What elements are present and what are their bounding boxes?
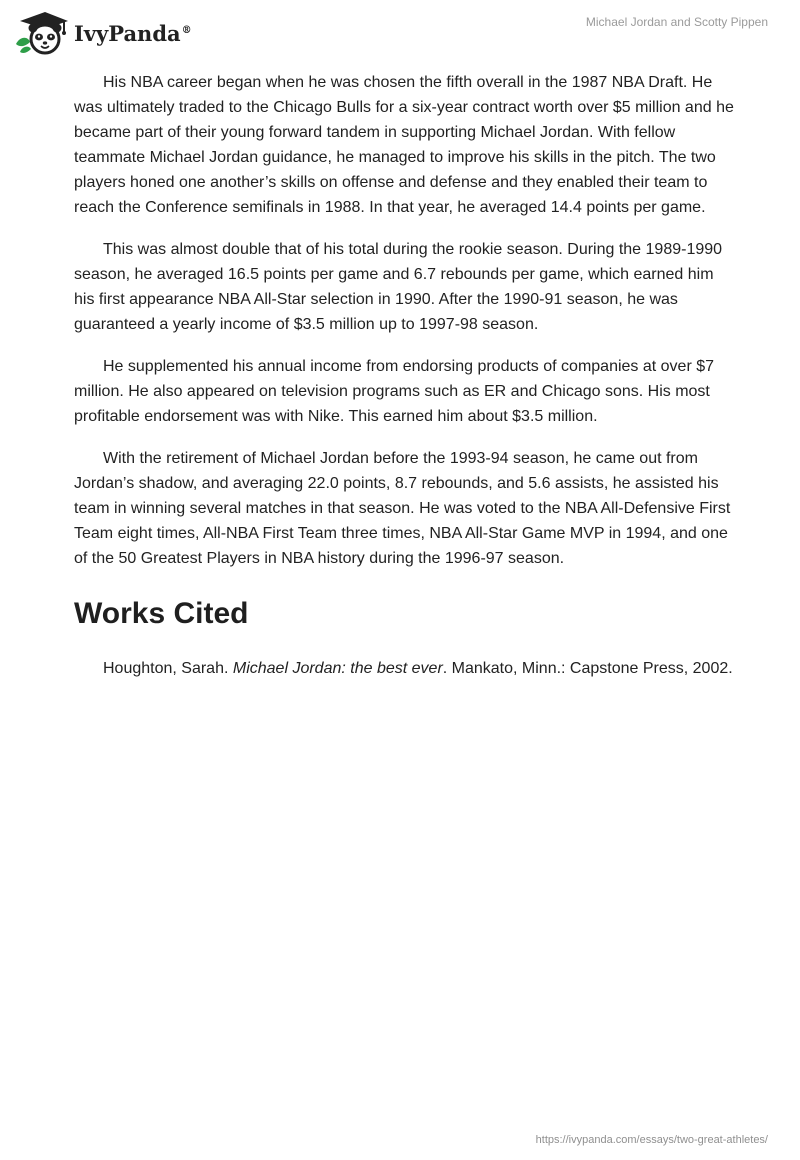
citation-publisher: . Mankato, Minn.: Capstone Press, 2002. <box>442 660 733 677</box>
citation-author: Houghton, Sarah. <box>103 660 233 677</box>
citation-title: Michael Jordan: the best ever <box>232 660 443 677</box>
source-url[interactable]: https://ivypanda.com/essays/two-great-athletes/ <box>535 1134 768 1146</box>
citation-entry <box>74 656 734 681</box>
body-paragraph: He supplemented his annual income from endorsing products of companies at over $7 million. He also appeared on television programs such as ER and Chicago sons. His most profitable endorsement was with Nike. This earned him about $3.5 million. <box>74 358 715 425</box>
logo-wordmark: IvyPanda® <box>74 20 192 46</box>
body-paragraph: His NBA career began when he was chosen the fifth overall in the 1987 NBA Draft. He was ultimately traded to the Chicago Bulls for a six-year contract worth over $5 million and he became part of their young forward tandem in supporting Michael Jordan. With fellow teammate Michael Jordan guidance, he managed to improve his skills in the pitch. The two players honed one another’s skills on offense and defense and they enabled their team to reach the Conference semifinals in 1988. In that year, he averaged 14.4 points per game. <box>74 74 734 216</box>
page-header <box>0 0 800 60</box>
document-title: Michael Jordan and Scotty Pippen <box>585 15 768 29</box>
panda-graduate-icon <box>14 8 70 56</box>
essay-body <box>74 70 734 698</box>
body-paragraph: This was almost double that of his total during the rookie season. During the 1989-1990 season, he averaged 16.5 points per game and 6.7 rebounds per game, which earned him his first appearance NBA All-Star selection in 1990. After the 1990-91 season, he was guaranteed a yearly income of $3.5 million up to 1997-98 season. <box>74 241 723 333</box>
works-cited-heading: Works Cited <box>74 597 249 630</box>
ivypanda-logo[interactable] <box>14 8 192 56</box>
body-paragraph: With the retirement of Michael Jordan before the 1993-94 season, he came out from Jordan’s shadow, and averaging 22.0 points, 8.7 rebounds, and 5.6 assists, he assisted his team in winning several matches in that season. He was voted to the NBA All-Defensive First Team eight times, All-NBA First Team three times, NBA All-Star Game MVP in 1994, and one of the 50 Greatest Players in NBA history during the 1996-97 season. <box>74 450 731 567</box>
